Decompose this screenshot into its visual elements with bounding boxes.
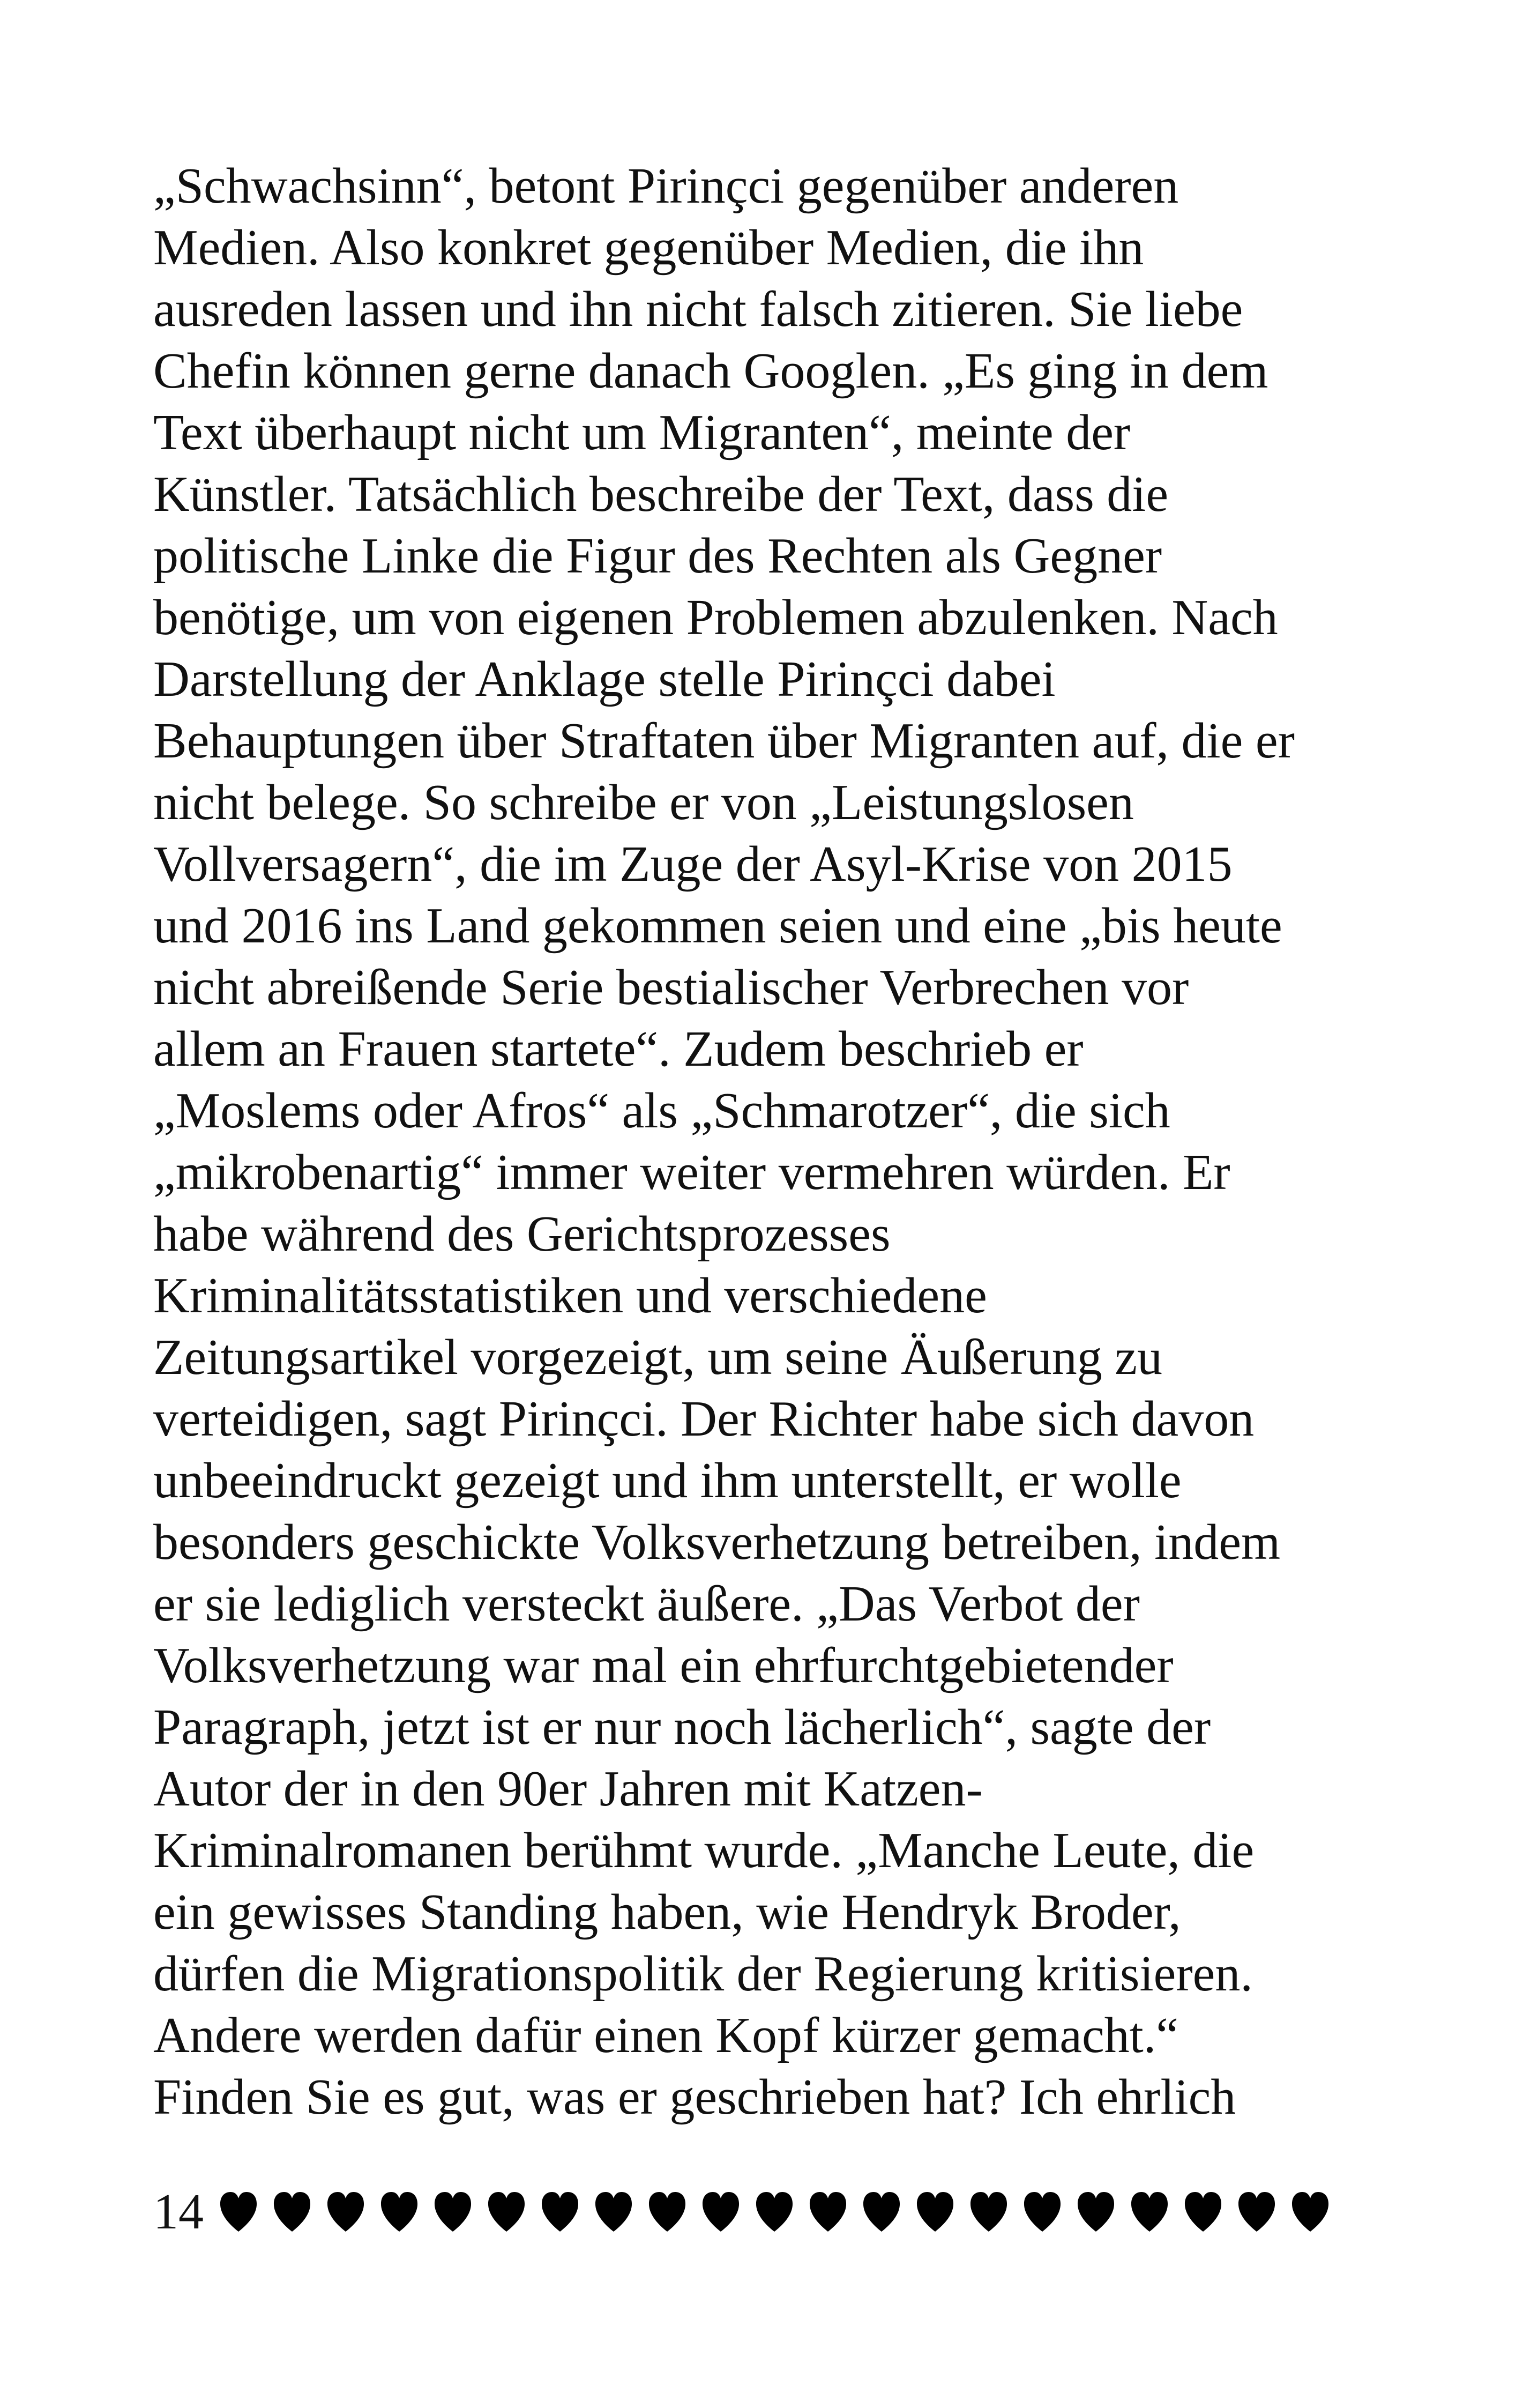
text-line: habe während des Gerichtsprozesses [153,1206,891,1262]
text-line: Chefin können gerne danach Googlen. „Es ging in dem [153,343,1268,399]
text-line: ausreden lassen und ihn nicht falsch zitieren. Sie liebe [153,281,1243,337]
text-line: nicht abreißende Serie bestialischer Verbrechen vor [153,960,1189,1015]
page-footer [153,2180,1344,2244]
heart-icon [1290,2190,1330,2233]
text-line: besonders geschickte Volksverhetzung betreiben, indem [153,1514,1281,1570]
text-line: Künstler. Tatsächlich beschreibe der Text, dass die [153,466,1169,522]
text-line: Andere werden dafür einen Kopf kürzer gemacht.“ [153,2008,1179,2063]
text-line: „Schwachsinn“, betont Pirinçci gegenüber anderen [153,158,1179,214]
text-line: Vollversagern“, die im Zuge der Asyl-Krise von 2015 [153,836,1233,892]
heart-icon [1076,2190,1116,2233]
text-line: und 2016 ins Land gekommen seien und eine „bis heute [153,898,1282,954]
text-line: Text überhaupt nicht um Migranten“, meinte der [153,405,1131,460]
text-line: Zeitungsartikel vorgezeigt, um seine Äußerung zu [153,1329,1162,1385]
text-line: Finden Sie es gut, was er geschrieben hat? Ich ehrlich [153,2069,1236,2125]
text-line: er sie lediglich versteckt äußere. „Das Verbot der [153,1576,1140,1632]
heart-icon [433,2190,473,2233]
text-line: benötige, um von eigenen Problemen abzulenken. Nach [153,590,1278,645]
text-line: „Moslems oder Afros“ als „Schmarotzer“, die sich [153,1083,1170,1139]
heart-ornament-row [219,2190,1344,2233]
heart-icon [915,2190,955,2233]
text-line: Kriminalitätsstatistiken und verschiedene [153,1268,987,1324]
text-line: Darstellung der Anklage stelle Pirinçci dabei [153,651,1056,707]
heart-icon [540,2190,580,2233]
text-line: allem an Frauen startete“. Zudem beschrieb er [153,1021,1084,1077]
heart-icon [969,2190,1009,2233]
text-line: Behauptungen über Straftaten über Migranten auf, die er [153,713,1295,769]
heart-icon [808,2190,848,2233]
heart-icon [755,2190,794,2233]
heart-icon [272,2190,312,2233]
heart-icon [1130,2190,1169,2233]
text-line: Volksverhetzung war mal ein ehrfurchtgebietender [153,1638,1174,1693]
text-line: dürfen die Migrationspolitik der Regierung kritisieren. [153,1946,1253,2002]
text-line: ein gewisses Standing haben, wie Hendryk Broder, [153,1884,1181,1940]
heart-icon [1183,2190,1223,2233]
text-line: Medien. Also konkret gegenüber Medien, die ihn [153,220,1144,276]
heart-icon [487,2190,526,2233]
heart-icon [326,2190,365,2233]
text-line: nicht belege. So schreibe er von „Leistungslosen [153,775,1134,830]
page-number: 14 [153,2184,204,2240]
text-line: verteidigen, sagt Pirinçci. Der Richter habe sich davon [153,1391,1255,1447]
heart-icon [594,2190,633,2233]
heart-icon [1022,2190,1062,2233]
text-line: Paragraph, jetzt ist er nur noch lächerlich“, sagte der [153,1699,1211,1755]
text-line: „mikrobenartig“ immer weiter vermehren würden. Er [153,1144,1230,1200]
heart-icon [379,2190,419,2233]
heart-icon [1237,2190,1276,2233]
text-line: politische Linke die Figur des Rechten als Gegner [153,528,1162,584]
heart-icon [647,2190,687,2233]
heart-icon [219,2190,258,2233]
body-text [153,155,1375,2128]
text-line: unbeeindruckt gezeigt und ihm unterstellt, er wolle [153,1453,1182,1508]
text-line: Autor der in den 90er Jahren mit Katzen- [153,1761,983,1817]
heart-icon [862,2190,901,2233]
text-line: Kriminalromanen berühmt wurde. „Manche Leute, die [153,1823,1255,1878]
heart-icon [701,2190,741,2233]
